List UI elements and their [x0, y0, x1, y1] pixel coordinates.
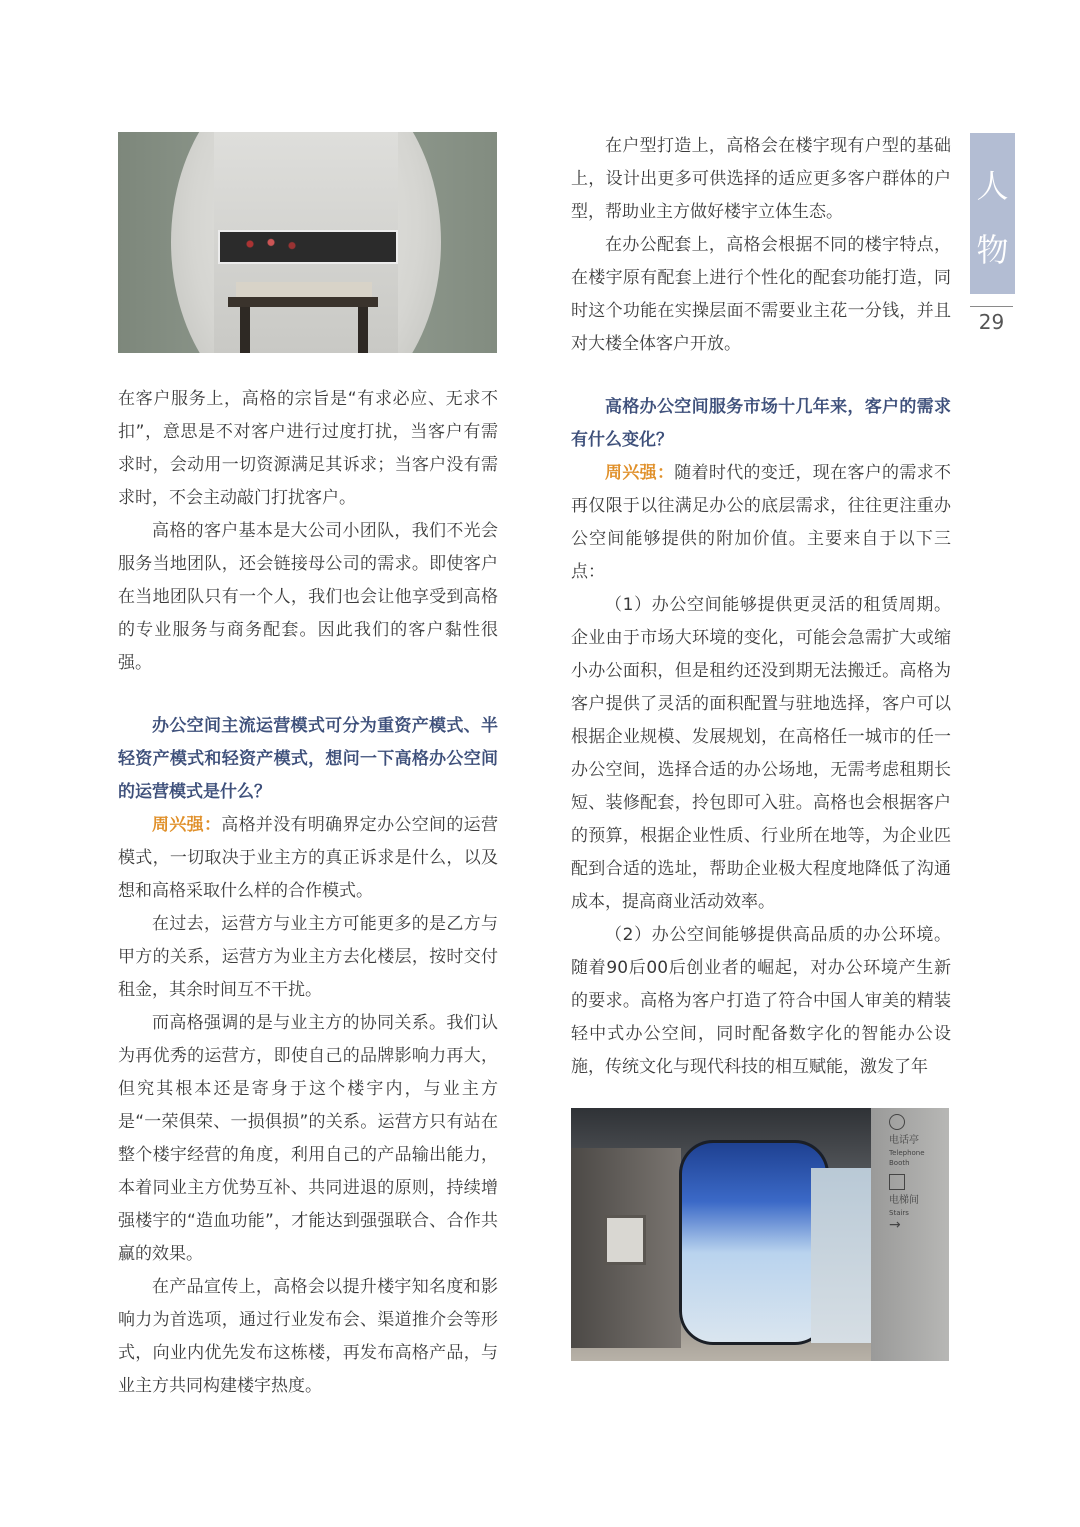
sign-text: 电话亭: [889, 1135, 919, 1146]
speaker-label: 周兴强：: [152, 815, 222, 835]
left-column: [118, 383, 498, 1403]
paragraph: 在客户服务上，高格的宗旨是“有求必应、无求不扣”，意思是不对客户进行过度打扰，当客户有需求时，会动用一切资源满足其诉求；当客户没有需求时，不会主动敲门打扰客户。: [118, 389, 498, 508]
arrow-right-icon: →: [889, 1217, 901, 1233]
photo-round-doorway-tea-room: [118, 132, 497, 353]
photo-glass-booth-corridor: [571, 1108, 949, 1361]
paragraph: 在户型打造上，高格会在楼宇现有户型的基础上，设计出更多可供选择的适应更多客户群体的户型，帮助业主方做好楼宇立体生态。: [571, 136, 951, 222]
answer-text: 高格并没有明确界定办公空间的运营模式，一切取决于业主方的真正诉求是什么，以及想和高格采取什么样的合作模式。: [118, 815, 499, 901]
paragraph: 高格的客户基本是大公司小团队，我们不光会服务当地团队，还会链接母公司的需求。即使客户在当地团队只有一个人，我们也会让他享受到高格的专业服务与商务配套。因此我们的客户黏性很强。: [118, 521, 498, 673]
wayfinding-sign: [889, 1114, 939, 1244]
section-tab-char: 物: [976, 231, 1009, 269]
right-column: [571, 130, 951, 1084]
speaker-label: 周兴强：: [605, 463, 675, 483]
paragraph: 在过去，运营方与业主方可能更多的是乙方与甲方的关系，运营方为业主方去化楼层，按时交付租金，其余时间互不干扰。: [118, 914, 498, 1000]
page-number: 29: [978, 310, 1005, 334]
paragraph: （1）办公空间能够提供更灵活的租赁周期。企业由于市场大环境的变化，可能会急需扩大或缩小办公面积，但是租约还没到期无法搬迁。高格为客户提供了灵活的面积配置与驻地选择，客户可以根据企业规模、发展规划，在高格任一城市的任一办公空间，选择合适的办公场地，无需考虑租期长短、装修配套，拎包即可入驻。高格也会根据客户的预算，根据企业性质、行业所在地等，为企业匹配到合适的选址，帮助企业极大程度地降低了沟通成本，提高商业活动效率。: [571, 595, 951, 912]
sign-text: 电梯间: [889, 1195, 919, 1206]
interview-question: 办公空间主流运营模式可分为重资产模式、半轻资产模式和轻资产模式，想问一下高格办公空间的运营模式是什么？: [118, 716, 498, 802]
paragraph: 在办公配套上，高格会根据不同的楼宇特点，在楼宇原有配套上进行个性化的配套功能打造，同时这个功能在实操层面不需要业主花一分钱，并且对大楼全体客户开放。: [571, 235, 951, 354]
section-tab: [970, 133, 1015, 294]
page-number-rule: [970, 306, 1013, 307]
paragraph: （2）办公空间能够提供高品质的办公环境。随着90后00后创业者的崛起，对办公环境产生新的要求。高格为客户打造了符合中国人审美的精装轻中式办公空间，同时配备数字化的智能办公设施，传统文化与现代科技的相互赋能，激发了年: [571, 925, 951, 1077]
paragraph: 而高格强调的是与业主方的协同关系。我们认为再优秀的运营方，即使自己的品牌影响力再大，但究其根本还是寄身于这个楼宇内，与业主方是“一荣俱荣、一损俱损”的关系。运营方只有站在整个楼宇经营的角度，利用自己的产品输出能力，本着同业主方优势互补、共同进退的原则，持续增强楼宇的“造血功能”，才能达到强强联合、合作共赢的效果。: [118, 1013, 498, 1264]
sign-text: Telephone Booth: [889, 1149, 925, 1167]
interview-question: 高格办公空间服务市场十几年来，客户的需求有什么变化？: [571, 397, 951, 450]
paragraph: 在产品宣传上，高格会以提升楼宇知名度和影响力为首选项，通过行业发布会、渠道推介会等形式，向业内优先发布这栋楼，再发布高格产品，与业主方共同构建楼宇热度。: [118, 1277, 498, 1396]
section-tab-char: 人: [976, 167, 1009, 205]
sign-text: Stairs: [889, 1209, 909, 1217]
answer-paragraph: [571, 457, 951, 589]
answer-paragraph: [118, 809, 498, 908]
answer-text: 随着时代的变迁，现在客户的需求不再仅限于以往满足办公的底层需求，往往更注重办公空间能够提供的附加价值。主要来自于以下三点：: [571, 463, 952, 582]
